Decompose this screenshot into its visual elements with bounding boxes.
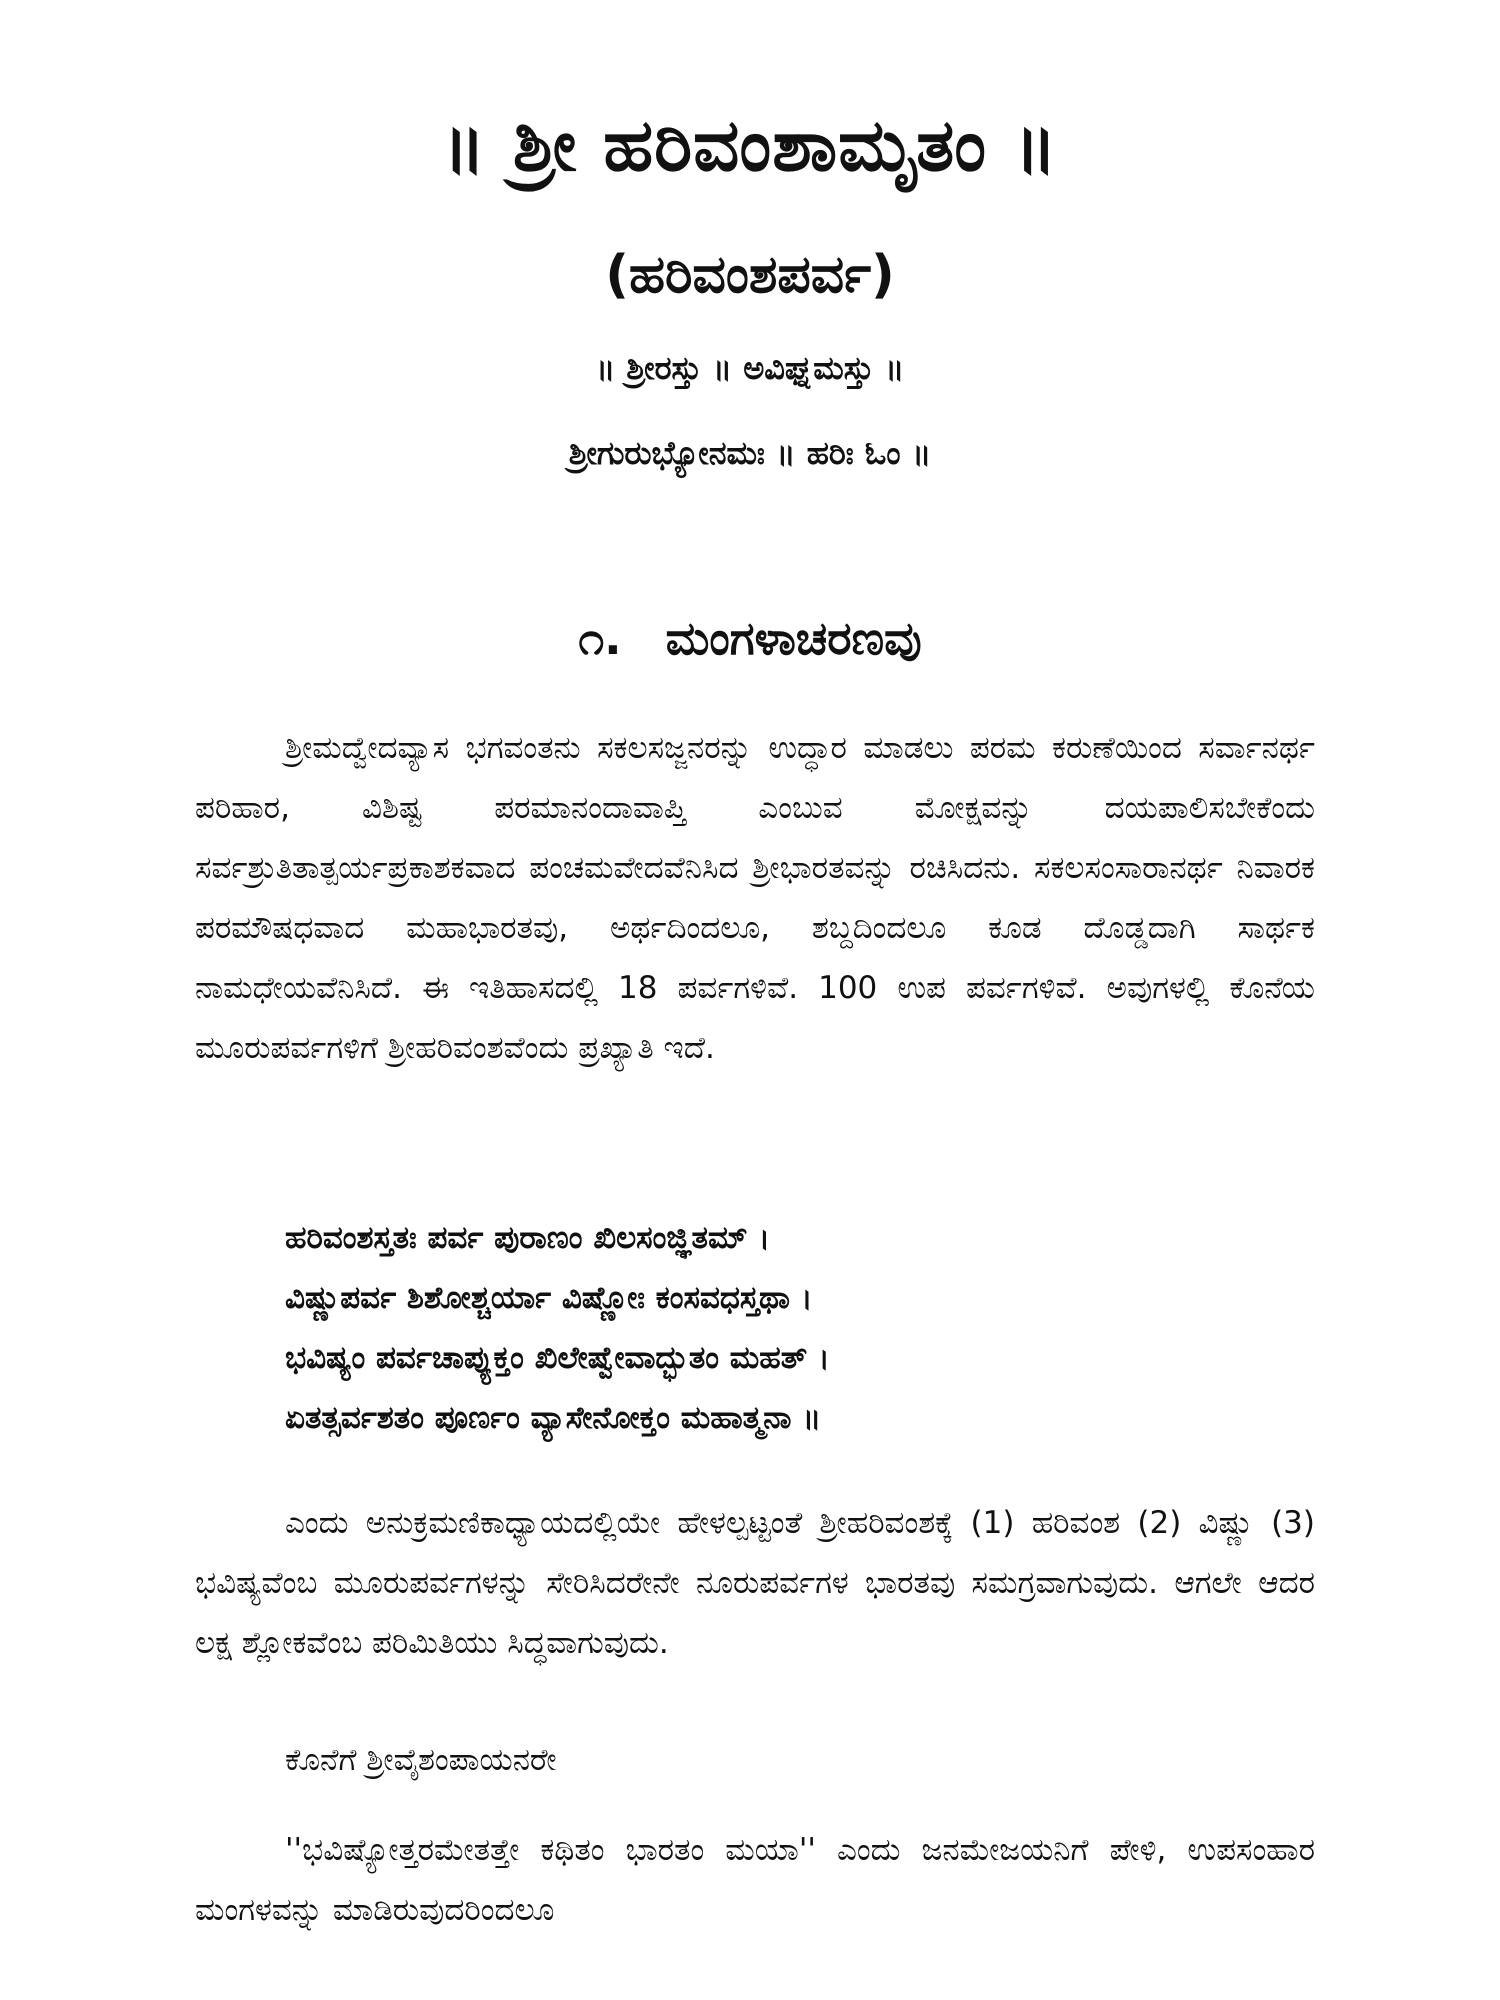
page-title: ॥ ಶ್ರೀ ಹರಿವಂಶಾಮೃತಂ ॥ (441, 103, 1059, 187)
body-paragraph: ಶ್ರೀಮದ್ವೇದವ್ಯಾಸ ಭಗವಂತನು ಸಕಲಸಜ್ಜನರನ್ನು ಉದ್ಧಾರ ಮಾಡಲು ಪರಮ ಕರುಣೆಯಿಂದ ಸರ್ವಾನರ್ಥ ಪರಿಹಾರ, ವಿಶಿಷ್ಟ ಪರಮಾನಂದಾವಾಪ್ತಿ ಎಂಬುವ ಮೋಕ್ಷವನ್ನು ದಯಪಾಲಿಸಬೇಕೆಂದು ಸರ್ವಶ್ರುತಿತಾತ್ಪರ್ಯಪ್ರಕಾಶಕವಾದ ಪಂಚಮವೇದವೆನಿಸಿದ ಶ್ರೀಭಾರತವನ್ನು ರಚಿಸಿದನು. ಸಕಲಸಂಸಾರಾನರ್ಥ ನಿವಾರಕ ಪರಮೌಷಧವಾದ ಮಹಾಭಾರತವು, ಅರ್ಥದಿಂದಲೂ, ಶಬ್ದದಿಂದಲೂ ಕೂಡ ದೊಡ್ಡದಾಗಿ ಸಾರ್ಥಕ ನಾಮಧೇಯವೆನಿಸಿದೆ. ಈ ಇತಿಹಾಸದಲ್ಲಿ 18 ಪರ್ವಗಳಿವೆ. 100 ಉಪ ಪರ್ವಗಳಿವೆ. ಅವುಗಳಲ್ಲಿ ಕೊನೆಯ ಮೂರುಪರ್ವಗಳಿಗೆ ಶ್ರೀಹರಿವಂಶವೆಂದು ಪ್ರಖ್ಯಾತಿ ಇದೆ. (195, 730, 1315, 1066)
verse-block (285, 1208, 1315, 1448)
chapter-number: ೧. (578, 611, 622, 665)
verse-line: ಏತತ್ಸರ್ವಶತಂ ಪೂರ್ಣಂ ವ್ಯಾಸೇನೋಕ್ತಂ ಮಹಾತ್ಮನಾ ॥ (285, 1400, 822, 1436)
verse-line: ಹರಿವಂಶಸ್ತತಃ ಪರ್ವ ಪುರಾಣಂ ಖಿಲಸಂಜ್ಞಿತಮ್ । (285, 1220, 771, 1256)
invocation-line: ॥ ಶ್ರೀರಸ್ತು ॥ ಅವಿಘ್ನಮಸ್ತು ॥ (595, 349, 905, 387)
body-paragraph: ''ಭವಿಷ್ಯೋತ್ತರಮೇತತ್ತೇ ಕಥಿತಂ ಭಾರತಂ ಮಯಾ'' ಎಂದು ಜನಮೇಜಯನಿಗೆ ಪೇಳಿ, ಉಪಸಂಹಾರ ಮಂಗಳವನ್ನು ಮಾಡಿರುವುದರಿಂದಲೂ (195, 1832, 1315, 1928)
chapter-title: ಮಂಗಳಾಚರಣವು (665, 611, 922, 665)
verse-line: ವಿಷ್ಣುಪರ್ವ ಶಿಶೋಶ್ಚರ್ಯಾ ವಿಷ್ಣೋಃ ಕಂಸವಧಸ್ತಥಾ । (285, 1280, 813, 1316)
body-paragraph: ಕೊನೆಗೆ ಶ್ರೀವೈಶಂಪಾಯನರೇ (285, 1742, 557, 1778)
invocation-line: ಶ್ರೀಗುರುಭ್ಯೋನಮಃ ॥ ಹರಿಃ ಓಂ ॥ (568, 434, 932, 472)
verse-line: ಭವಿಷ್ಯಂ ಪರ್ವಚಾಪ್ಯುಕ್ತಂ ಖಿಲೇಷ್ವೇವಾದ್ಭುತಂ ಮಹತ್ । (285, 1340, 830, 1376)
body-paragraph: ಎಂದು ಅನುಕ್ರಮಣಿಕಾಧ್ಯಾಯದಲ್ಲಿಯೇ ಹೇಳಲ್ಪಟ್ಟಂತೆ ಶ್ರೀಹರಿವಂಶಕ್ಕೆ (1) ಹರಿವಂಶ (2) ವಿಷ್ಣು (3) ಭವಿಷ್ಯವೆಂಬ ಮೂರುಪರ್ವಗಳನ್ನು ಸೇರಿಸಿದರೇನೇ ನೂರುಪರ್ವಗಳ ಭಾರತವು ಸಮಗ್ರವಾಗುವುದು. ಆಗಲೇ ಆದರ ಲಕ್ಷ ಶ್ಲೋಕವೆಂಬ ಪರಿಮಿತಿಯು ಸಿದ್ಧವಾಗುವುದು. (195, 1505, 1315, 1661)
page-subtitle: (ಹರಿವಂಶಪರ್ವ) (605, 245, 895, 305)
chapter-heading (0, 605, 1500, 671)
